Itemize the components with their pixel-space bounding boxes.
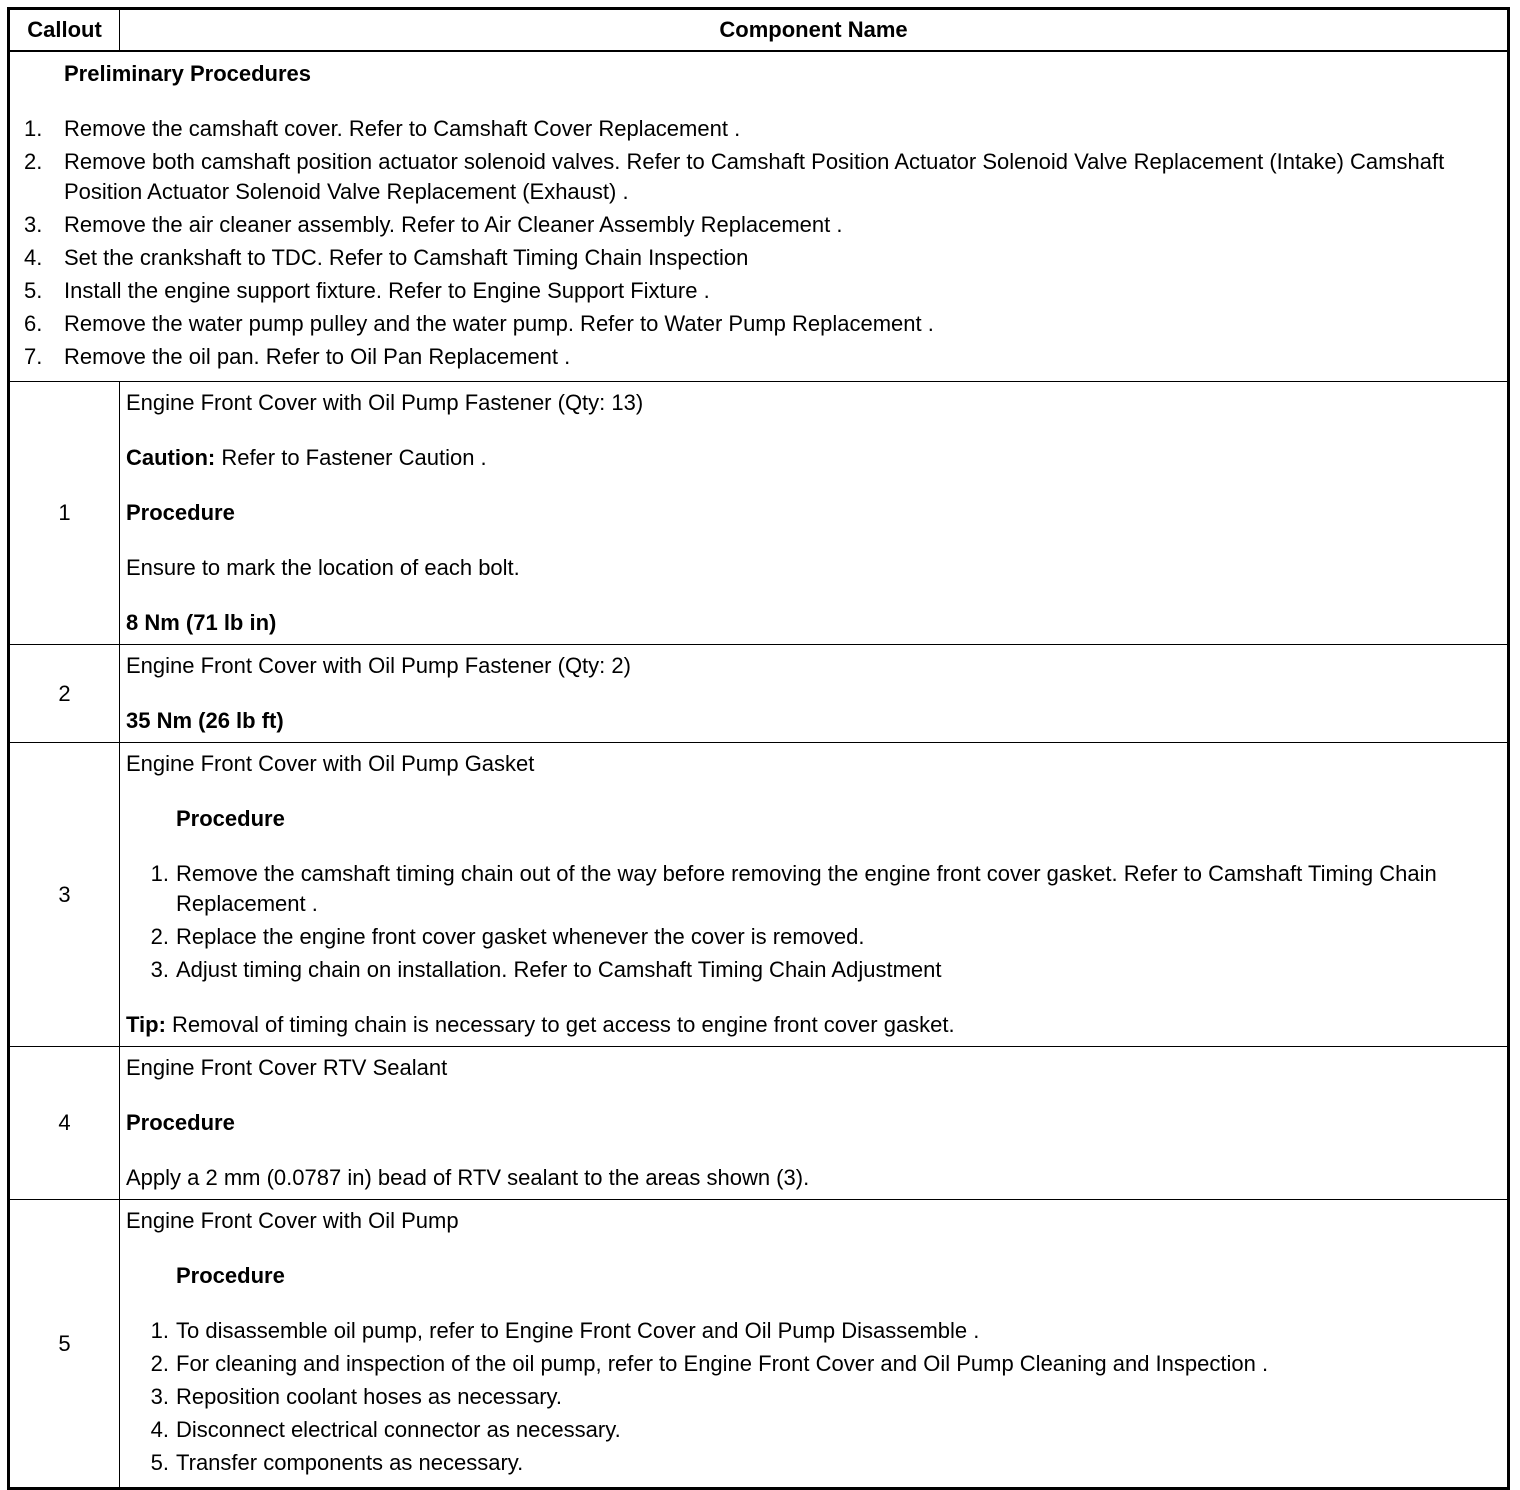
component-cell xyxy=(120,382,1509,645)
step-number: 7. xyxy=(24,344,43,369)
step-text: To disassemble oil pump, refer to Engine Front Cover and Oil Pump Disassemble . xyxy=(176,1318,980,1343)
list-item xyxy=(126,955,1501,985)
procedure-label: Procedure xyxy=(126,500,235,525)
procedure-table xyxy=(7,7,1510,1490)
preliminary-steps xyxy=(10,114,1507,372)
step-text: Install the engine support fixture. Refer to Engine Support Fixture . xyxy=(64,278,710,303)
step-number: 2. xyxy=(150,924,169,949)
procedure-steps xyxy=(126,859,1501,985)
table-row xyxy=(9,1047,1509,1200)
component-cell xyxy=(120,645,1509,743)
header-callout: Callout xyxy=(9,9,120,52)
step-text: Remove the camshaft timing chain out of the way before removing the engine front cover gasket. Refer to Camshaft Timing Chain Replacement . xyxy=(176,861,1437,916)
step-number: 6. xyxy=(24,311,43,336)
procedure-label: Procedure xyxy=(176,806,285,831)
step-number: 2. xyxy=(150,1351,169,1376)
tip-line xyxy=(126,1010,1501,1040)
list-item xyxy=(10,147,1507,207)
step-text: Remove the oil pan. Refer to Oil Pan Replacement . xyxy=(64,344,571,369)
list-item xyxy=(10,114,1507,144)
callout-cell: 2 xyxy=(9,645,120,743)
step-text: Remove the air cleaner assembly. Refer to Air Cleaner Assembly Replacement . xyxy=(64,212,843,237)
callout-cell: 4 xyxy=(9,1047,120,1200)
procedure-label: Procedure xyxy=(126,1110,235,1135)
callout-cell: 1 xyxy=(9,382,120,645)
step-number: 2. xyxy=(24,149,43,174)
caution-text: Refer to Fastener Caution . xyxy=(215,445,487,470)
step-number: 3. xyxy=(150,957,169,982)
step-number: 3. xyxy=(150,1384,169,1409)
list-item xyxy=(10,243,1507,273)
callout-cell: 3 xyxy=(9,743,120,1047)
list-item xyxy=(10,309,1507,339)
header-component-name: Component Name xyxy=(120,9,1509,52)
step-text: Remove both camshaft position actuator solenoid valves. Refer to Camshaft Position Actuator Solenoid Valve Replacement (Intake) Camshaft Position Actuator Solenoid Valve Replacement (Exhaust) . xyxy=(64,149,1445,204)
list-item xyxy=(10,210,1507,240)
step-number: 3. xyxy=(24,212,43,237)
component-name: Engine Front Cover with Oil Pump xyxy=(126,1208,459,1233)
step-number: 4. xyxy=(150,1417,169,1442)
preliminary-row xyxy=(9,51,1509,382)
step-text: Set the crankshaft to TDC. Refer to Camshaft Timing Chain Inspection xyxy=(64,245,749,270)
procedure-text: Apply a 2 mm (0.0787 in) bead of RTV sealant to the areas shown (3). xyxy=(126,1165,810,1190)
table-row xyxy=(9,382,1509,645)
list-item xyxy=(126,1448,1501,1478)
step-number: 1. xyxy=(24,116,43,141)
component-name: Engine Front Cover with Oil Pump Fastener (Qty: 2) xyxy=(126,653,631,678)
table-row xyxy=(9,743,1509,1047)
procedure-label: Procedure xyxy=(176,1263,285,1288)
step-number: 1. xyxy=(150,861,169,886)
caution-label: Caution: xyxy=(126,445,216,470)
torque-spec: 35 Nm (26 lb ft) xyxy=(126,708,284,733)
table-row xyxy=(9,645,1509,743)
step-text: For cleaning and inspection of the oil pump, refer to Engine Front Cover and Oil Pump Cleaning and Inspection . xyxy=(176,1351,1269,1376)
step-number: 4. xyxy=(24,245,43,270)
component-name: Engine Front Cover RTV Sealant xyxy=(126,1055,448,1080)
list-item xyxy=(126,1316,1501,1346)
step-text: Remove the water pump pulley and the water pump. Refer to Water Pump Replacement . xyxy=(64,311,934,336)
component-name: Engine Front Cover with Oil Pump Fastener (Qty: 13) xyxy=(126,390,644,415)
step-text: Remove the camshaft cover. Refer to Camshaft Cover Replacement . xyxy=(64,116,741,141)
step-text: Transfer components as necessary. xyxy=(176,1450,524,1475)
component-cell xyxy=(120,1200,1509,1489)
step-text: Replace the engine front cover gasket whenever the cover is removed. xyxy=(176,924,865,949)
list-item xyxy=(126,859,1501,919)
step-text: Adjust timing chain on installation. Refer to Camshaft Timing Chain Adjustment xyxy=(176,957,942,982)
callout-cell: 5 xyxy=(9,1200,120,1489)
procedure-steps xyxy=(126,1316,1501,1478)
step-number: 5. xyxy=(150,1450,169,1475)
list-item xyxy=(126,1415,1501,1445)
list-item xyxy=(126,1382,1501,1412)
tip-text: Removal of timing chain is necessary to get access to engine front cover gasket. xyxy=(165,1012,955,1037)
component-cell xyxy=(120,743,1509,1047)
component-cell xyxy=(120,1047,1509,1200)
caution-line xyxy=(126,443,1501,473)
header-row xyxy=(9,9,1509,52)
list-item xyxy=(10,342,1507,372)
preliminary-procedures xyxy=(9,51,1509,382)
step-text: Disconnect electrical connector as necessary. xyxy=(176,1417,621,1442)
step-number: 1. xyxy=(150,1318,169,1343)
list-item xyxy=(126,1349,1501,1379)
torque-spec: 8 Nm (71 lb in) xyxy=(126,610,277,635)
step-number: 5. xyxy=(24,278,43,303)
procedure-text: Ensure to mark the location of each bolt. xyxy=(126,555,520,580)
table-row xyxy=(9,1200,1509,1489)
component-name: Engine Front Cover with Oil Pump Gasket xyxy=(126,751,535,776)
step-text: Reposition coolant hoses as necessary. xyxy=(176,1384,563,1409)
tip-label: Tip: xyxy=(126,1012,166,1037)
preliminary-title: Preliminary Procedures xyxy=(64,61,312,86)
list-item xyxy=(10,276,1507,306)
list-item xyxy=(126,922,1501,952)
